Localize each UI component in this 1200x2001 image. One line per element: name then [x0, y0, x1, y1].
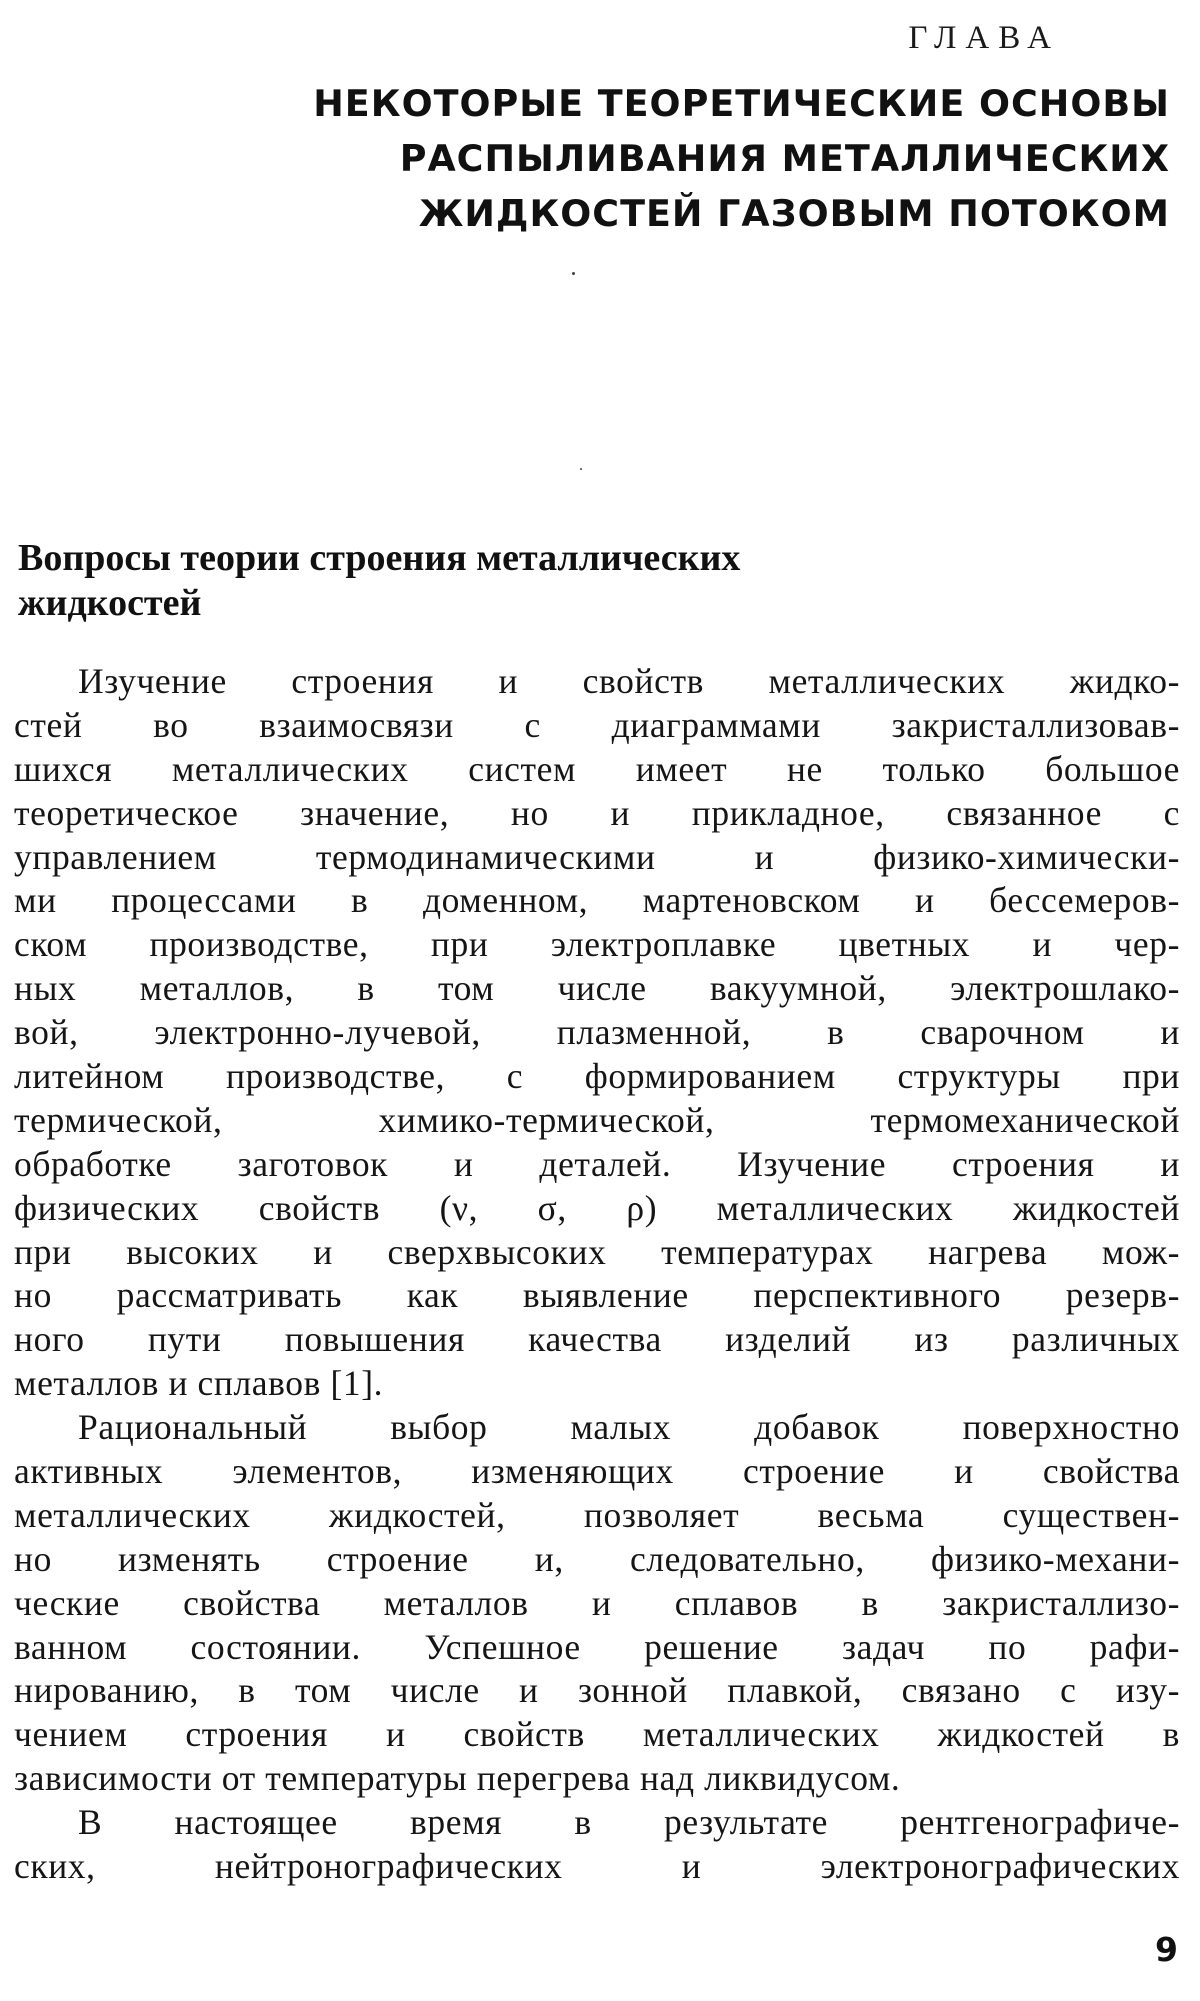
paragraph-line: зависимости от температуры перегрева над ликвидусом.	[14, 1758, 901, 1799]
paragraph-line: Изучение строения и свойств металлических жидко-	[78, 661, 1180, 701]
body-text	[14, 660, 1180, 1889]
paragraph-line: термической, химико-термической, термомеханической	[14, 1099, 1180, 1140]
paragraph-line: ванном состоянии. Успешное решение задач по рафи-	[14, 1626, 1180, 1667]
paragraph-line: ских, нейтронографических и электронографических	[14, 1846, 1180, 1887]
paragraph-line: управлением термодинамическими и физико-химически-	[14, 836, 1180, 877]
chapter-title-line: РАСПЫЛИВАНИЯ МЕТАЛЛИЧЕСКИХ	[399, 137, 1170, 180]
chapter-label: ГЛАВА	[908, 20, 1060, 56]
section-title	[18, 536, 918, 626]
paragraph-line: металлов и сплавов [1].	[14, 1363, 384, 1404]
paragraph-line: чением строения и свойств металлических жидкостей в	[14, 1714, 1180, 1755]
paragraph-line: ческие свойства металлов и сплавов в закристаллизо-	[14, 1582, 1180, 1623]
paragraph-line: вой, электронно-лучевой, плазменной, в сварочном и	[14, 1012, 1180, 1053]
paragraph-line: обработке заготовок и деталей. Изучение строения и	[14, 1143, 1180, 1184]
paragraph-line: ском производстве, при электроплавке цветных и чер-	[14, 924, 1180, 965]
paragraph-line: при высоких и сверхвысоких температурах нагрева мож-	[14, 1231, 1180, 1272]
paragraph-line: ных металлов, в том числе вакуумной, электрошлако-	[14, 968, 1180, 1009]
print-speck	[572, 272, 575, 275]
paragraph-line: нированию, в том числе и зонной плавкой, связано с изу-	[14, 1670, 1180, 1711]
chapter-title-line: НЕКОТОРЫЕ ТЕОРЕТИЧЕСКИЕ ОСНОВЫ	[313, 82, 1170, 125]
paragraph-line: но изменять строение и, следовательно, физико-механи-	[14, 1538, 1180, 1579]
paragraph-line: стей во взаимосвязи с диаграммами закристаллизовав-	[14, 704, 1180, 745]
page-number: 9	[1155, 1930, 1178, 1969]
chapter-title	[130, 76, 1170, 241]
paragraph-line: ного пути повышения качества изделий из различных	[14, 1319, 1180, 1360]
section-title-line: жидкостей	[18, 582, 202, 624]
paragraph-line: но рассматривать как выявление перспективного резерв-	[14, 1275, 1180, 1316]
print-speck	[580, 468, 582, 470]
section-title-line: Вопросы теории строения металлических	[18, 537, 741, 579]
chapter-title-line: ЖИДКОСТЕЙ ГАЗОВЫМ ПОТОКОМ	[418, 192, 1170, 235]
paragraph-line: физических свойств (ν, σ, ρ) металлических жидкостей	[14, 1187, 1180, 1228]
paragraph-line: активных элементов, изменяющих строение и свойства	[14, 1451, 1180, 1492]
paragraph-line: ми процессами в доменном, мартеновском и бессемеров-	[14, 880, 1180, 921]
paragraph-line: металлических жидкостей, позволяет весьма существен-	[14, 1494, 1180, 1535]
paragraph-line: шихся металлических систем имеет не только большое	[14, 748, 1180, 789]
paragraph-line: литейном производстве, с формированием структуры при	[14, 1056, 1180, 1097]
paragraph-line: Рациональный выбор малых добавок поверхностно	[78, 1407, 1180, 1448]
paragraph-line: В настоящее время в результате рентгенографиче-	[78, 1802, 1180, 1843]
paragraph-line: теоретическое значение, но и прикладное, связанное с	[14, 792, 1180, 833]
